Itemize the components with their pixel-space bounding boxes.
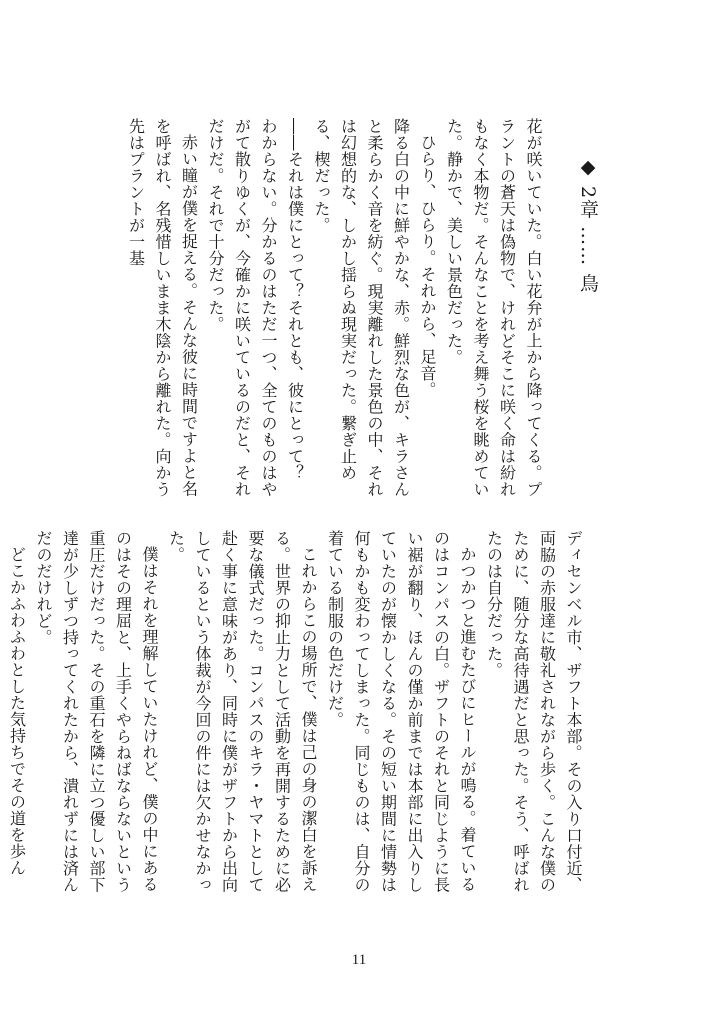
paragraph: どこかふわふわとした気持ちでその道を歩ん: [7, 546, 27, 876]
paragraph: ――それは僕にとって？それとも、彼にとって？: [285, 118, 305, 481]
paragraph: 花が咲いていた。白い花弁が上から降ってくる。プラントの蒼天は偽物で、けれどそこに咲く命は紛れもなく本物だ。そんなことを考え舞う桜を眺めていた。静かで、美しい景色だった。: [444, 118, 543, 498]
paragraph: ディセンベル市、ザフト本部。その入り口付近、両脇の赤服達に敬礼されながら歩く。こんな僕のために、随分な高待遇だと思った。そう、呼ばれたのは自分だった。: [484, 530, 583, 893]
paragraph: これからこの場所で、僕は己の身の潔白を訴える。世界の抑止力として活動を再開するために必要な儀式だった。コンパスのキラ・ヤマトとして赴く事に意味があり、同時に僕がザフトから出向しているという体裁が今回の件には欠かせなかった。: [166, 530, 318, 893]
paragraph: ひらり、ひらり。それから、足音。: [418, 134, 437, 398]
paragraph: わからない。分かるのはただ一つ、全てのものはやがて散りゆくが、今確かに咲いているのだと、それだけだ。それで十分だった。: [206, 118, 278, 498]
page-number: 11: [351, 952, 367, 968]
paragraph: 赤い瞳が僕を捉える。そんな彼に時間ですよと名を呼ばれ、名残惜しいまま木陰から離れた。向かう先はプラントが一基: [126, 118, 199, 498]
lower-text-block: [7, 530, 586, 908]
chapter-title: ◆ 2章 …… 鳥: [577, 156, 599, 294]
paragraph: 降る白の中に鮮やかな、赤。鮮烈な色が、キラさんと柔らかく音を紡ぐ。現実離れした景色の中、それは幻想的な、しかし揺らぬ現実だった。繋ぎ止める、楔だった。: [312, 118, 411, 498]
paragraph: 僕はそれを理解していたけれど、僕の中にあるのはその理屈と、上手くやらねばならないという重圧だけだった。その重石を隣に立つ優しい部下達が少しずつ持ってくれたから、潰れずには済んだのだけれど。: [34, 530, 159, 893]
paragraph: かつかつと進むたびにヒールが鳴る。着ているのはコンパスの白。ザフトのそれと同じように長い裾が翻り、ほんの僅か前までは本部に出入りしていたのが懐かしくなる。その短い期間に情勢は何もかも変わってしまった。同じものは、自分の着ている制服の色だけだ。: [325, 530, 477, 893]
upper-text-block: [102, 118, 602, 503]
